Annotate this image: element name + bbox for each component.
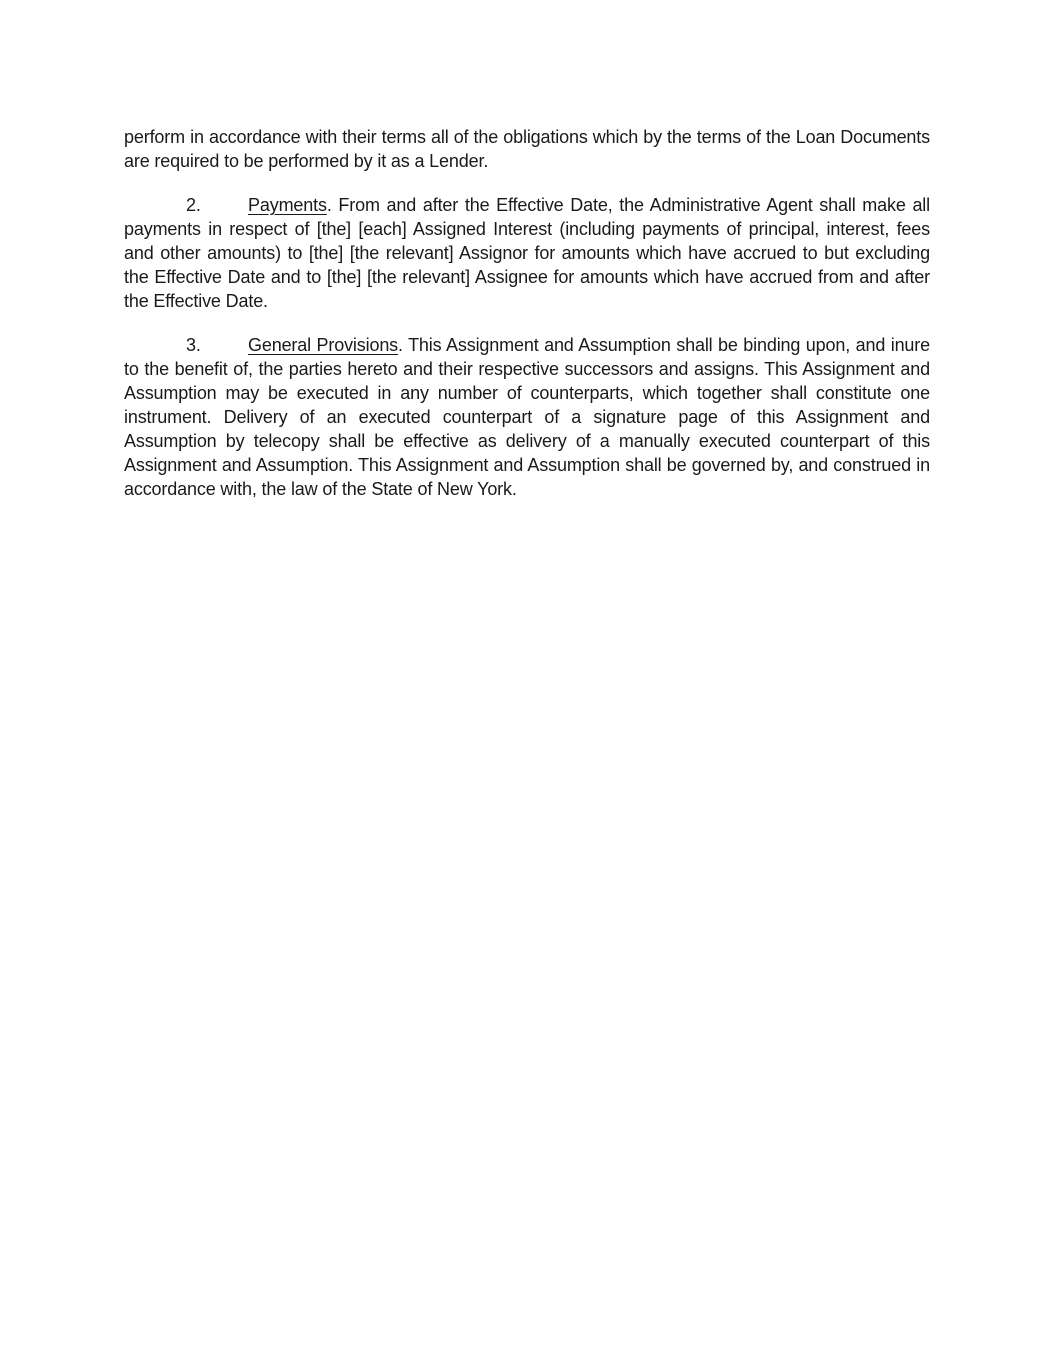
paragraph-1-text: perform in accordance with their terms all of the obligations which by the terms of the Loan Documents are required to be performed by it as a Lender. [124, 127, 930, 171]
paragraph-general-provisions [124, 333, 930, 501]
paragraph-2-heading: Payments [248, 195, 327, 215]
paragraph-2-number: 2. [186, 195, 201, 215]
paragraph-continuation [124, 125, 930, 173]
paragraph-3-text: . This Assignment and Assumption shall be binding upon, and inure to the benefit of, the parties hereto and their respective successors and assigns. This Assignment and Assumption may be executed in any number of counterparts, which together shall constitute one instrument. Delivery of an executed counterpart of a signature page of this Assignment and Assumption by telecopy shall be effective as delivery of a manually executed counterpart of this Assignment and Assumption. This Assignment and Assumption shall be governed by, and construed in accordance with, the law of the State of New York. [124, 335, 930, 499]
paragraph-3-number: 3. [186, 335, 201, 355]
paragraph-payments [124, 193, 930, 313]
paragraph-2-text: . From and after the Effective Date, the Administrative Agent shall make all payments in respect of [the] [each] Assigned Interest (including payments of principal, interest, fees and other amounts) to [the] [the relevant] Assignor for amounts which have accrued to but excluding the Effective Date and to [the] [the relevant] Assignee for amounts which have accrued from and after the Effective Date. [124, 195, 930, 311]
paragraph-3-heading: General Provisions [248, 335, 399, 355]
